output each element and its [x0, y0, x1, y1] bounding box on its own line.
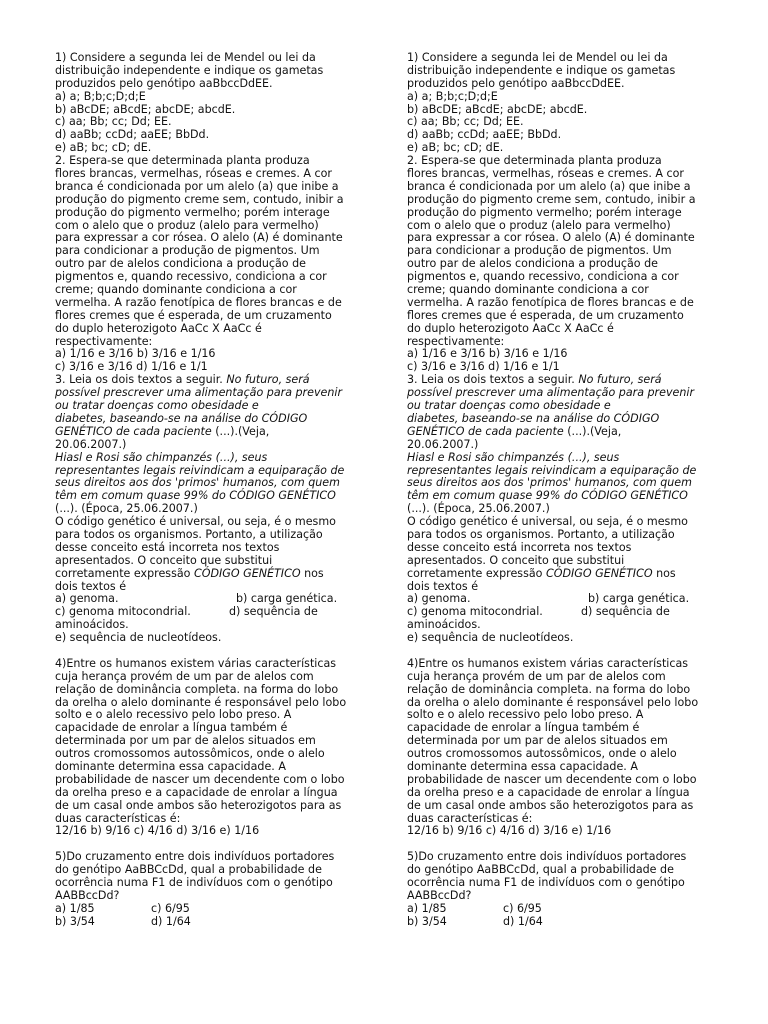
q4-line: 4)Entre os humanos existem várias características	[55, 656, 337, 670]
q3-option-d-cont: aminoácidos.	[407, 618, 481, 632]
q4-line: relação de dominância completa. na forma do lobo	[55, 682, 339, 696]
q2-line: flores brancas, vermelhas, róseas e cremes. A cor	[407, 167, 684, 181]
q3-line: (...). (Época, 25.06.2007.)	[55, 502, 198, 516]
q2-line: do duplo heterozigoto AaCc X AaCc é	[55, 321, 262, 335]
q3-line: diabetes, baseando-se na análise do CÓDIGO	[55, 411, 308, 425]
q4-line: dominante determina essa capacidade. A	[407, 759, 638, 773]
q3-option-a: a) genoma.	[55, 592, 119, 606]
q4-line: outros cromossomos autossômicos, onde o alelo	[55, 747, 325, 761]
left-column	[55, 52, 367, 929]
q4-line: solto e o alelo recessivo pelo lobo preso. A	[55, 708, 292, 722]
q3-line: têm em comum quase 99% do CÓDIGO GENÉTICO	[55, 489, 336, 503]
q3-quote: GENÉTICO de cada paciente	[407, 424, 564, 438]
q1-option-d: d) aaBb; ccDd; aaEE; BbDd.	[407, 128, 562, 142]
q5-option-c: c) 6/95	[151, 901, 190, 915]
q3-citation: (...).(Veja,	[211, 424, 270, 438]
q3-line: ou tratar doenças como obesidade e	[407, 399, 611, 413]
q4-line: capacidade de enrolar a língua também é	[407, 721, 640, 735]
question-3	[55, 374, 367, 645]
q5-options-ac	[55, 903, 367, 916]
q3-line: desse conceito está incorreta nos textos	[407, 540, 632, 554]
q4-line: da orelha o alelo dominante é responsável pelo lobo	[407, 695, 699, 709]
q3-line	[407, 426, 719, 439]
q3-line: dois textos é	[407, 579, 479, 593]
q1-option-a: a) a; B;b;c;D;d;E	[407, 89, 498, 103]
q5-line: ocorrência numa F1 de indivíduos com o genótipo	[55, 876, 333, 889]
q2-line: com o alelo que o produz (alelo para vermelho)	[407, 218, 671, 232]
q3-options-cd	[407, 606, 719, 619]
q4-line: capacidade de enrolar a língua também é	[55, 721, 288, 735]
q3-line: 20.06.2007.)	[55, 437, 127, 451]
q4-line: probabilidade de nascer um decendente com o lobo	[407, 772, 697, 786]
q2-line: creme; quando dominante condiciona a cor	[407, 283, 649, 297]
q3-line: Hiasl e Rosi são chimpanzés (...), seus	[55, 450, 268, 464]
q5-line: do genótipo AaBBCcDd, qual a probabilidade de	[407, 863, 674, 877]
q4-line: duas características é:	[407, 811, 533, 825]
q5-line: do genótipo AaBBCcDd, qual a probabilidade de	[55, 863, 322, 877]
q3-option-b: b) carga genética.	[236, 592, 338, 606]
q3-line: dois textos é	[55, 579, 127, 593]
q1-line: produzidos pelo genótipo aaBbccDdEE.	[55, 76, 273, 90]
q3-line: O código genético é universal, ou seja, é o mesmo	[55, 515, 336, 529]
q1-option-e: e) aB; bc; cD; dE.	[55, 141, 152, 155]
q3-line: (...). (Época, 25.06.2007.)	[407, 502, 550, 516]
q5-option-a: a) 1/85	[55, 901, 95, 915]
q2-line: para condicionar a produção de pigmentos. Um	[407, 244, 672, 258]
q3-line: têm em comum quase 99% do CÓDIGO GENÉTICO	[407, 489, 688, 503]
q2-line: branca é condicionada por um alelo (a) que inibe a	[407, 179, 691, 193]
q3-options-cd	[55, 606, 367, 619]
q3-line: possível prescrever uma alimentação para prevenir	[407, 386, 695, 400]
question-3	[407, 374, 719, 645]
question-5	[407, 851, 719, 928]
q2-options-ab: a) 1/16 e 3/16 b) 3/16 e 1/16	[55, 347, 216, 361]
q4-line: 4)Entre os humanos existem várias características	[407, 656, 689, 670]
q5-option-b: b) 3/54	[55, 914, 95, 928]
q1-option-a: a) a; B;b;c;D;d;E	[55, 89, 146, 103]
q4-line: determinada por um par de alelos situados em	[55, 734, 316, 748]
question-2	[407, 155, 719, 374]
q2-line: branca é condicionada por um alelo (a) que inibe a	[55, 179, 339, 193]
q3-option-b: b) carga genética.	[588, 592, 690, 606]
q5-line: AABBccDd?	[55, 888, 120, 902]
q3-intro: 3. Leia os dois textos a seguir.	[55, 373, 227, 387]
q1-option-b: b) aBcDE; aBcdE; abcDE; abcdE.	[55, 102, 236, 116]
q3-option-a: a) genoma.	[407, 592, 471, 606]
q2-line: produção do pigmento creme sem, contudo, inibir a	[407, 192, 696, 206]
q3-text: nos	[652, 566, 676, 580]
q2-line: produção do pigmento vermelho; porém interage	[407, 205, 682, 219]
q2-line: flores brancas, vermelhas, róseas e cremes. A cor	[55, 167, 332, 181]
q5-option-c: c) 6/95	[503, 901, 542, 915]
question-4	[55, 658, 367, 838]
q3-quote: No futuro, será	[578, 373, 662, 387]
q3-line: 20.06.2007.)	[407, 437, 479, 451]
q5-option-d: d) 1/64	[503, 914, 543, 928]
question-1	[55, 52, 367, 155]
q5-option-d: d) 1/64	[151, 914, 191, 928]
q2-options-cd: c) 3/16 e 3/16 d) 1/16 e 1/1	[407, 360, 560, 374]
q2-line: do duplo heterozigoto AaCc X AaCc é	[407, 321, 614, 335]
q4-line: cuja herança provém de um par de alelos com	[407, 669, 666, 683]
q4-line: da orelha preso e a capacidade de enrolar a língua	[55, 785, 338, 799]
q3-option-d-cont: aminoácidos.	[55, 618, 129, 632]
q3-option-d: d) sequência de	[229, 605, 318, 619]
q4-options: 12/16 b) 9/16 c) 4/16 d) 3/16 e) 1/16	[55, 824, 260, 838]
q3-line	[55, 568, 367, 581]
q2-line: flores cremes que é esperada, de um cruzamento	[55, 308, 332, 322]
q3-option-d: d) sequência de	[581, 605, 670, 619]
q1-line: produzidos pelo genótipo aaBbccDdEE.	[407, 76, 625, 90]
q3-intro: 3. Leia os dois textos a seguir.	[407, 373, 579, 387]
q3-term: CÓDIGO GENÉTICO	[545, 566, 653, 580]
q2-line: para expressar a cor rósea. O alelo (A) é dominante	[55, 231, 343, 245]
q2-line: para condicionar a produção de pigmentos. Um	[55, 244, 320, 258]
q4-line: da orelha preso e a capacidade de enrolar a língua	[407, 785, 690, 799]
q1-line: distribuição independente e indique os gametas	[407, 63, 676, 77]
q4-line: da orelha o alelo dominante é responsável pelo lobo	[55, 695, 347, 709]
q3-line: representantes legais reivindicam a equiparação de	[55, 463, 345, 477]
q3-line: seus direitos aos dos 'primos' humanos, com quem	[407, 476, 692, 490]
q2-line: respectivamente:	[407, 334, 505, 348]
q3-line: apresentados. O conceito que substitui	[55, 553, 273, 567]
q3-line: desse conceito está incorreta nos textos	[55, 540, 280, 554]
q3-option-c: c) genoma mitocondrial.	[55, 605, 191, 619]
q2-line: com o alelo que o produz (alelo para vermelho)	[55, 218, 319, 232]
q5-option-a: a) 1/85	[407, 901, 447, 915]
q5-options-bd	[55, 916, 367, 929]
q2-line: vermelha. A razão fenotípica de flores brancas e de	[55, 295, 342, 309]
q3-line: Hiasl e Rosi são chimpanzés (...), seus	[407, 450, 620, 464]
q5-line: 5)Do cruzamento entre dois indivíduos portadores	[55, 850, 335, 864]
q3-line: para todos os organismos. Portanto, a utilização	[55, 527, 323, 541]
q3-option-e: e) sequência de nucleotídeos.	[55, 631, 222, 645]
q4-line: cuja herança provém de um par de alelos com	[55, 669, 314, 683]
q4-line: duas características é:	[55, 811, 181, 825]
q1-option-c: c) aa; Bb; cc; Dd; EE.	[55, 115, 172, 129]
q1-option-e: e) aB; bc; cD; dE.	[407, 141, 504, 155]
q5-line: ocorrência numa F1 de indivíduos com o genótipo	[407, 876, 685, 889]
question-5	[55, 851, 367, 928]
q2-line: para expressar a cor rósea. O alelo (A) é dominante	[407, 231, 695, 245]
q3-term: CÓDIGO GENÉTICO	[193, 566, 301, 580]
q3-citation: (...).(Veja,	[563, 424, 622, 438]
q3-line: apresentados. O conceito que substitui	[407, 553, 625, 567]
q2-options-cd: c) 3/16 e 3/16 d) 1/16 e 1/1	[55, 360, 208, 374]
q2-line: outro par de alelos condiciona a produção de	[55, 257, 306, 271]
q5-option-b: b) 3/54	[407, 914, 447, 928]
q4-line: de um casal onde ambos são heterozigotos para as	[407, 798, 694, 812]
q2-line: creme; quando dominante condiciona a cor	[55, 283, 297, 297]
q3-option-e: e) sequência de nucleotídeos.	[407, 631, 574, 645]
q3-text: nos	[300, 566, 324, 580]
q4-line: determinada por um par de alelos situados em	[407, 734, 668, 748]
q5-options-ac	[407, 903, 719, 916]
q2-line: respectivamente:	[55, 334, 153, 348]
q5-options-bd	[407, 916, 719, 929]
q2-line: pigmentos e, quando recessivo, condiciona a cor	[407, 270, 679, 284]
question-2	[55, 155, 367, 374]
q3-text: corretamente expressão	[407, 566, 546, 580]
q2-line: vermelha. A razão fenotípica de flores brancas e de	[407, 295, 694, 309]
q2-line: outro par de alelos condiciona a produção de	[407, 257, 658, 271]
q4-line: dominante determina essa capacidade. A	[55, 759, 286, 773]
q3-line: seus direitos aos dos 'primos' humanos, com quem	[55, 476, 340, 490]
q3-line	[55, 426, 367, 439]
q4-line: de um casal onde ambos são heterozigotos para as	[55, 798, 342, 812]
q2-line: pigmentos e, quando recessivo, condiciona a cor	[55, 270, 327, 284]
q3-option-c: c) genoma mitocondrial.	[407, 605, 543, 619]
q4-line: probabilidade de nascer um decendente com o lobo	[55, 772, 345, 786]
q4-line: outros cromossomos autossômicos, onde o alelo	[407, 747, 677, 761]
q1-option-b: b) aBcDE; aBcdE; abcDE; abcdE.	[407, 102, 588, 116]
q5-line: AABBccDd?	[407, 888, 472, 902]
q3-text: corretamente expressão	[55, 566, 194, 580]
q2-line: flores cremes que é esperada, de um cruzamento	[407, 308, 684, 322]
q3-line: possível prescrever uma alimentação para prevenir	[55, 386, 343, 400]
q3-line: para todos os organismos. Portanto, a utilização	[407, 527, 675, 541]
q5-line: 5)Do cruzamento entre dois indivíduos portadores	[407, 850, 687, 864]
q2-options-ab: a) 1/16 e 3/16 b) 3/16 e 1/16	[407, 347, 568, 361]
q3-line: representantes legais reivindicam a equiparação de	[407, 463, 697, 477]
q1-line: 1) Considere a segunda lei de Mendel ou lei da	[55, 51, 316, 64]
q1-option-d: d) aaBb; ccDd; aaEE; BbDd.	[55, 128, 210, 142]
q4-options: 12/16 b) 9/16 c) 4/16 d) 3/16 e) 1/16	[407, 824, 612, 838]
q2-line: 2. Espera-se que determinada planta produza	[407, 154, 662, 168]
q1-line: 1) Considere a segunda lei de Mendel ou lei da	[407, 51, 668, 64]
q4-line: solto e o alelo recessivo pelo lobo preso. A	[407, 708, 644, 722]
q1-option-c: c) aa; Bb; cc; Dd; EE.	[407, 115, 524, 129]
question-1	[407, 52, 719, 155]
q3-line	[407, 568, 719, 581]
right-column	[407, 52, 719, 929]
q2-line: produção do pigmento vermelho; porém interage	[55, 205, 330, 219]
q3-line: diabetes, baseando-se na análise do CÓDIGO	[407, 411, 660, 425]
q2-line: 2. Espera-se que determinada planta produza	[55, 154, 310, 168]
q3-quote: GENÉTICO de cada paciente	[55, 424, 212, 438]
q1-line: distribuição independente e indique os gametas	[55, 63, 324, 77]
question-4	[407, 658, 719, 838]
q3-quote: No futuro, será	[226, 373, 310, 387]
q2-line: produção do pigmento creme sem, contudo, inibir a	[55, 192, 344, 206]
q3-line: ou tratar doenças como obesidade e	[55, 399, 259, 413]
q4-line: relação de dominância completa. na forma do lobo	[407, 682, 691, 696]
q3-line: O código genético é universal, ou seja, é o mesmo	[407, 515, 688, 529]
